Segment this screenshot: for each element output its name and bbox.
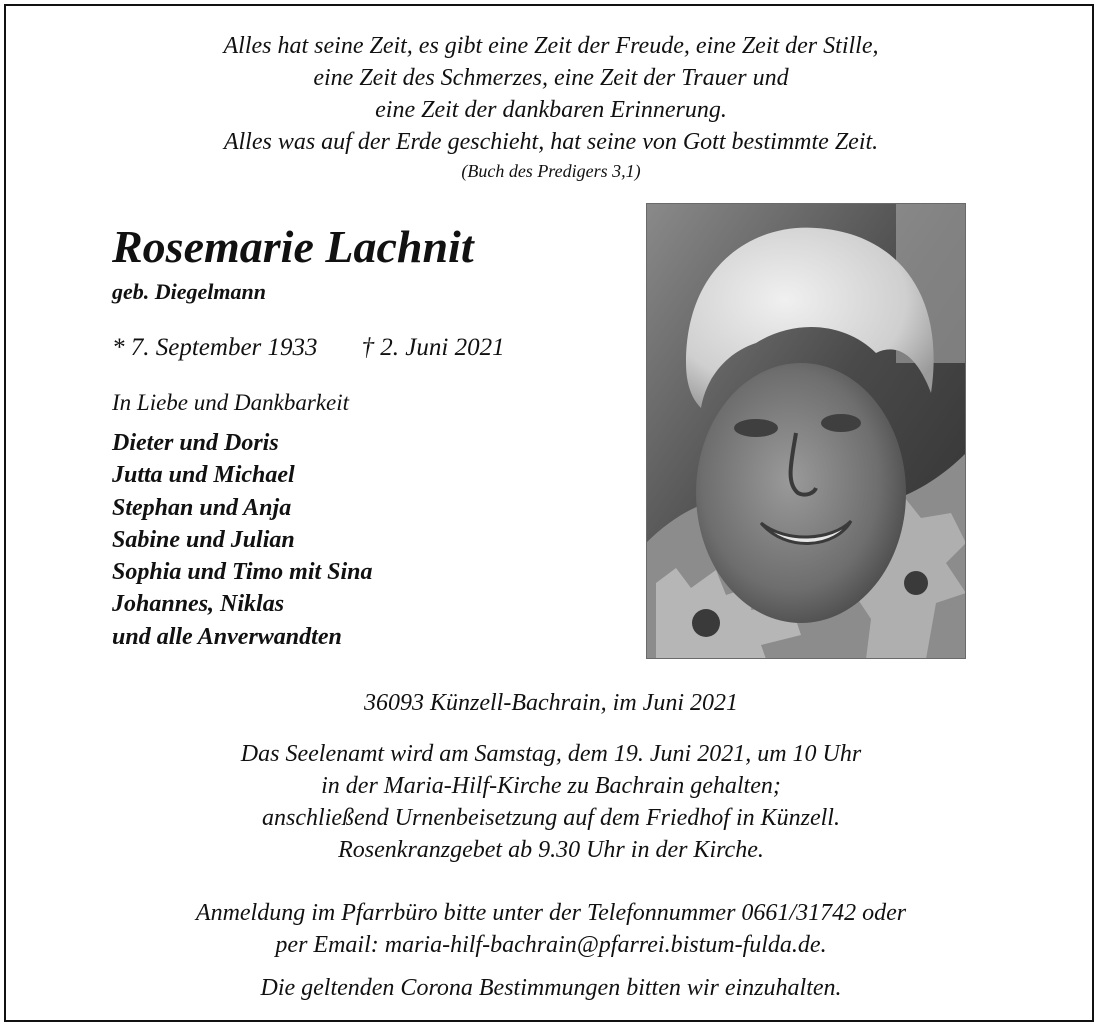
bible-verse	[0, 30, 1102, 158]
service-line: Rosenkranzgebet ab 9.30 Uhr in der Kirche.	[338, 837, 764, 863]
service-line: anschließend Urnenbeisetzung auf dem Friedhof in Künzell.	[262, 805, 840, 831]
verse-source: (Buch des Predigers 3,1)	[461, 161, 641, 181]
portrait-photo	[646, 203, 966, 659]
service-line: in der Maria-Hilf-Kirche zu Bachrain gehalten;	[321, 773, 781, 799]
verse-line: eine Zeit der dankbaren Erinnerung.	[375, 97, 727, 123]
mourner-entry: Stephan und Anja	[112, 494, 292, 521]
mourner-entry: Jutta und Michael	[112, 462, 295, 489]
mourners-intro: In Liebe und Dankbarkeit	[112, 390, 349, 415]
mourner-entry: Sabine und Julian	[112, 526, 295, 553]
death-date: † 2. Juni 2021	[361, 334, 505, 361]
mourner-entry: Sophia und Timo mit Sina	[112, 559, 373, 586]
birth-date: * 7. September 1933	[112, 334, 318, 361]
mourner-entry: Dieter und Doris	[112, 430, 279, 456]
verse-line: Alles was auf der Erde geschieht, hat seine von Gott bestimmte Zeit.	[223, 129, 879, 155]
service-line: Das Seelenamt wird am Samstag, dem 19. Juni 2021, um 10 Uhr	[240, 741, 862, 767]
registration-contact	[0, 897, 1102, 961]
place-and-date: 36093 Künzell-Bachrain, im Juni 2021	[364, 690, 738, 716]
contact-line: Anmeldung im Pfarrbüro bitte unter der Telefonnummer 0661/31742 oder	[195, 900, 907, 926]
mourners-list	[112, 427, 373, 653]
mourner-entry: Johannes, Niklas	[112, 591, 285, 618]
funeral-service-info	[0, 738, 1102, 866]
contact-line: per Email: maria-hilf-bachrain@pfarrei.bistum-fulda.de.	[275, 932, 827, 958]
birth-name: geb. Diegelmann	[112, 279, 266, 304]
mourner-entry: und alle Anverwandten	[112, 623, 342, 650]
verse-line: Alles hat seine Zeit, es gibt eine Zeit der Freude, eine Zeit der Stille,	[223, 33, 879, 59]
corona-note: Die geltenden Corona Bestimmungen bitten wir einzuhalten.	[260, 975, 842, 1001]
verse-line: eine Zeit des Schmerzes, eine Zeit der Trauer und	[313, 65, 789, 91]
life-dates	[112, 334, 505, 362]
portrait-illustration	[646, 203, 966, 659]
deceased-name: Rosemarie Lachnit	[112, 221, 474, 272]
